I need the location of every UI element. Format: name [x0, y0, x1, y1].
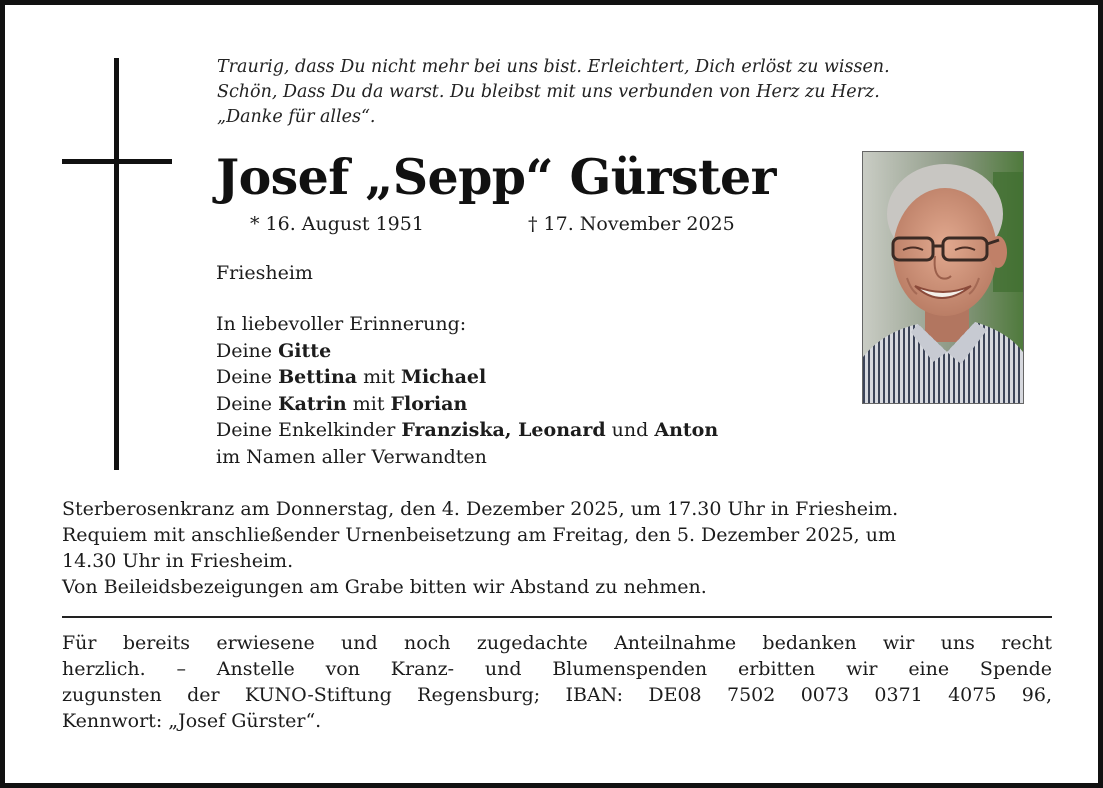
- acknowledgement-line: Kennwort: „Josef Gürster“.: [62, 710, 322, 732]
- mourner-name: Franziska, Leonard: [401, 419, 606, 441]
- poem-line: Traurig, dass Du nicht mehr bei uns bist. Erleichtert, Dich erlöst zu wissen.: [217, 57, 890, 77]
- service-line: Sterberosenkranz am Donnerstag, den 4. Dezember 2025, um 17.30 Uhr in Friesheim.: [62, 498, 899, 520]
- mourner-name: Michael: [400, 366, 487, 388]
- acknowledgement: [62, 630, 1052, 734]
- mourner-connector: und: [605, 419, 655, 441]
- mourner-line: [216, 391, 718, 418]
- cross-icon: [114, 58, 119, 470]
- birth-date: * 16. August 1951: [250, 213, 424, 235]
- death-date: † 17. November 2025: [528, 213, 735, 235]
- acknowledgement-line: zugunsten der KUNO-Stiftung Regensburg; IBAN: DE08 7502 0073 0371 4075 96,: [62, 684, 1052, 706]
- mourner-prefix: Deine: [216, 392, 279, 415]
- portrait-photo: [862, 151, 1024, 404]
- mourner-connector: mit: [346, 392, 391, 415]
- mourners-closing: im Namen aller Verwandten: [216, 445, 487, 468]
- acknowledgement-line: herzlich. – Anstelle von Kranz- und Blumenspenden erbitten wir eine Spende: [62, 658, 1052, 680]
- hometown: Friesheim: [216, 262, 313, 284]
- cross-icon-bar: [62, 159, 172, 164]
- service-line: Requiem mit anschließender Urnenbeisetzung am Freitag, den 5. Dezember 2025, um: [62, 524, 896, 546]
- mourner-connector: mit: [357, 366, 401, 388]
- mourner-name: Katrin: [278, 392, 347, 415]
- mourner-line: [216, 417, 718, 444]
- mourner-line: [216, 338, 718, 365]
- divider: [62, 616, 1052, 618]
- deceased-name: Josef „Sepp“ Gürster: [216, 148, 776, 206]
- mourners-list: [216, 311, 718, 470]
- mourner-name: Florian: [390, 392, 468, 415]
- poem: [217, 55, 1062, 130]
- mourner-prefix: Deine Enkelkinder: [216, 419, 402, 441]
- poem-line: „Danke für alles“.: [217, 107, 376, 127]
- mourner-name: Gitte: [278, 339, 332, 362]
- mourner-name: Bettina: [278, 366, 358, 388]
- mourners-intro: In liebevoller Erinnerung:: [216, 313, 467, 335]
- mourner-line: [216, 364, 718, 391]
- mourner-prefix: Deine: [216, 339, 279, 362]
- acknowledgement-line: Für bereits erwiesene und noch zugedachte Anteilnahme bedanken wir uns recht: [62, 632, 1052, 654]
- funeral-services: [62, 496, 1052, 600]
- poem-line: Schön, Dass Du da warst. Du bleibst mit uns verbunden von Herz zu Herz.: [217, 82, 880, 102]
- portrait-photo-illustration: [863, 152, 1023, 403]
- life-dates: [250, 213, 735, 235]
- mourner-prefix: Deine: [216, 366, 279, 388]
- service-line: 14.30 Uhr in Friesheim.: [62, 550, 294, 572]
- mourner-name: Anton: [654, 419, 719, 441]
- service-line: Von Beileidsbezeigungen am Grabe bitten wir Abstand zu nehmen.: [62, 576, 707, 598]
